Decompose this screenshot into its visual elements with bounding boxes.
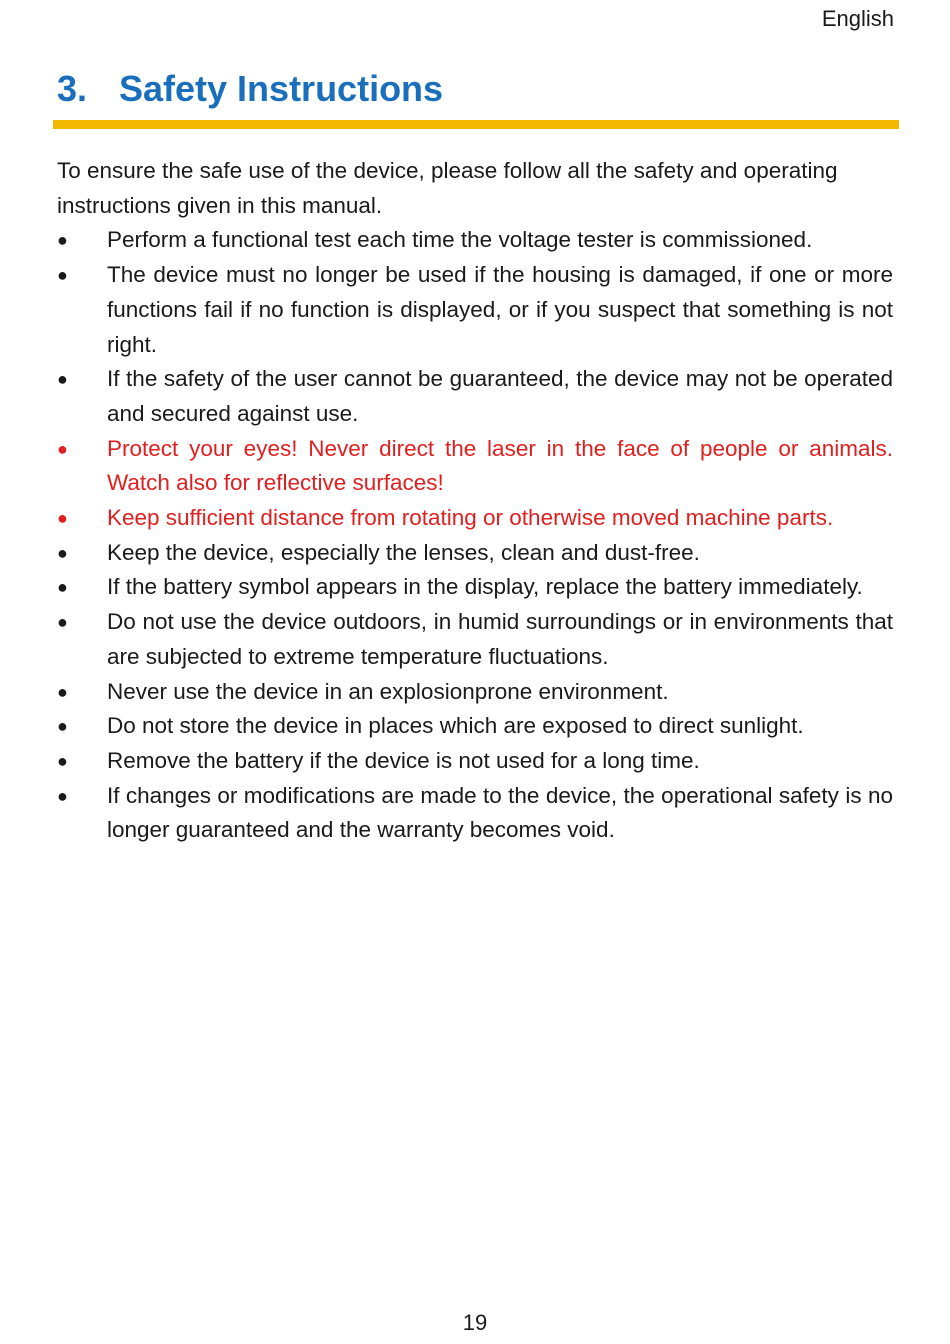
page-number: 19 bbox=[462, 1310, 488, 1335]
safety-item-text: Do not use the device outdoors, in humid surroundings or in environments that are subjected to extreme temperature fluctuations. bbox=[107, 609, 893, 669]
safety-item-text: Perform a functional test each time the voltage tester is commissioned. bbox=[107, 227, 813, 253]
safety-item bbox=[57, 605, 893, 674]
section-heading bbox=[57, 68, 443, 110]
bullet-icon: ● bbox=[57, 716, 68, 737]
safety-item-text: If the battery symbol appears in the display, replace the battery immediately. bbox=[107, 574, 863, 600]
safety-item-text: The device must no longer be used if the housing is damaged, if one or more functions fail if no function is displayed, or if you suspect that something is not right. bbox=[107, 262, 893, 357]
bullet-icon: ● bbox=[57, 785, 68, 806]
bullet-icon: ● bbox=[57, 612, 68, 633]
bullet-icon: ● bbox=[57, 681, 68, 702]
safety-item-text: Keep sufficient distance from rotating or otherwise moved machine parts. bbox=[107, 505, 834, 531]
safety-item-text: Protect your eyes! Never direct the laser in the face of people or animals. Watch also for reflective surfaces! bbox=[107, 435, 893, 496]
safety-item-text: Remove the battery if the device is not used for a long time. bbox=[107, 747, 700, 773]
safety-item bbox=[57, 223, 893, 258]
language-label: English bbox=[821, 6, 894, 31]
safety-item-warning bbox=[57, 432, 893, 501]
bullet-icon: ● bbox=[57, 577, 68, 598]
safety-list bbox=[57, 223, 893, 848]
bullet-icon: ● bbox=[57, 508, 68, 529]
safety-item-text: Keep the device, especially the lenses, clean and dust-free. bbox=[107, 539, 700, 565]
heading-divider bbox=[53, 120, 899, 129]
safety-item bbox=[57, 709, 893, 744]
safety-item bbox=[57, 675, 893, 710]
bullet-icon: ● bbox=[57, 230, 68, 251]
safety-item bbox=[57, 536, 893, 571]
intro-paragraph: To ensure the safe use of the device, please follow all the safety and operating instructions given in this manual. bbox=[57, 158, 838, 218]
bullet-icon: ● bbox=[57, 265, 68, 286]
safety-item-text: If the safety of the user cannot be guaranteed, the device may not be operated and secured against use. bbox=[107, 366, 893, 426]
safety-item-warning bbox=[57, 501, 893, 536]
safety-item bbox=[57, 362, 893, 431]
safety-content bbox=[57, 154, 893, 848]
safety-item-text: Never use the device in an explosionprone environment. bbox=[107, 678, 669, 704]
safety-item bbox=[57, 570, 893, 605]
safety-item-text: Do not store the device in places which are exposed to direct sunlight. bbox=[107, 713, 804, 739]
bullet-icon: ● bbox=[57, 369, 68, 390]
section-title: Safety Instructions bbox=[119, 68, 444, 109]
bullet-icon: ● bbox=[57, 750, 68, 771]
bullet-icon: ● bbox=[57, 542, 68, 563]
safety-item-text: If changes or modifications are made to the device, the operational safety is no longer guaranteed and the warranty becomes void. bbox=[107, 782, 893, 843]
safety-item bbox=[57, 744, 893, 779]
bullet-icon: ● bbox=[57, 438, 68, 459]
safety-item bbox=[57, 258, 893, 362]
section-number: 3. bbox=[57, 68, 88, 109]
safety-item bbox=[57, 779, 893, 848]
